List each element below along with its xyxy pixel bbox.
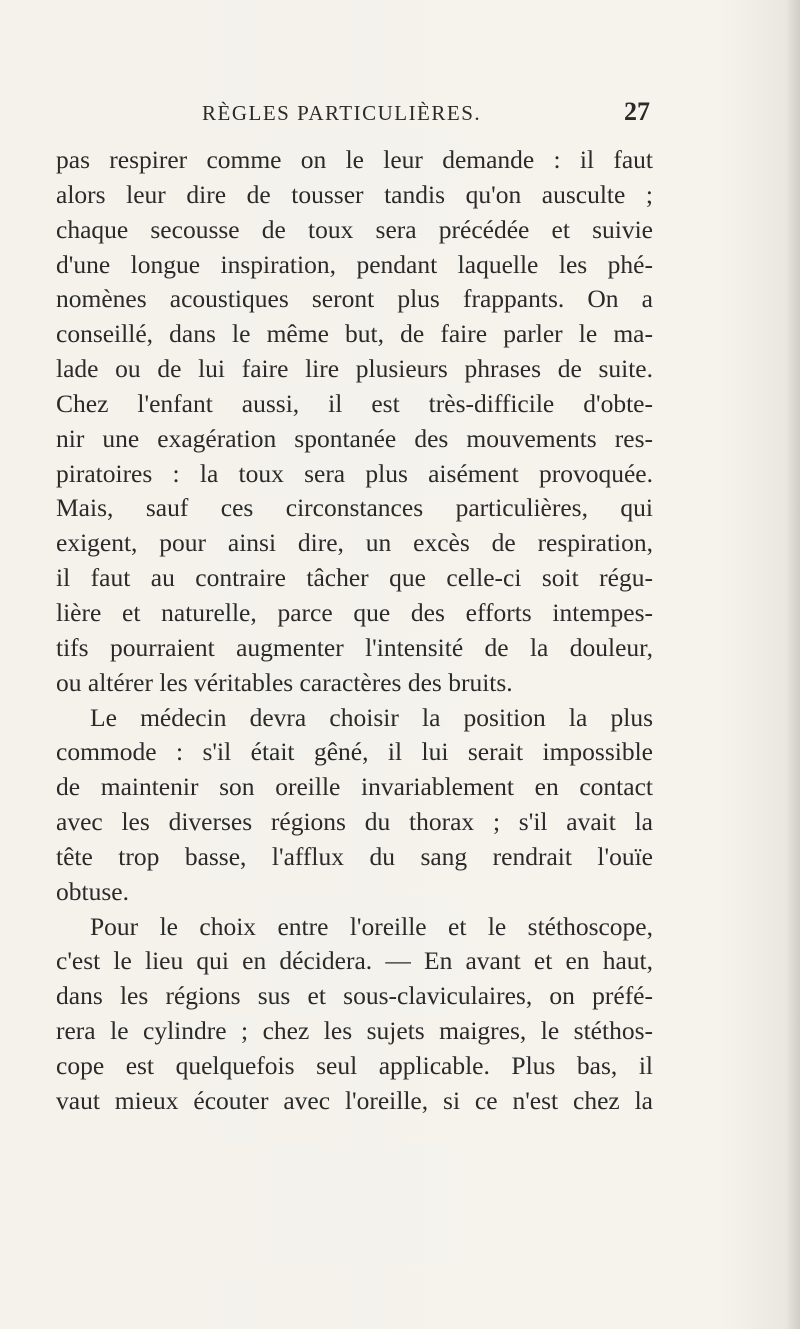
text-line: Pour le choix entre l'oreille et le stéthoscope,: [90, 911, 653, 941]
text-line: nir une exagération spontanée des mouvements res-: [56, 423, 653, 453]
text-line: c'est le lieu qui en décidera. — En avant et en haut,: [56, 946, 653, 976]
running-head: RÈGLES PARTICULIÈRES.: [202, 101, 482, 125]
text-line: Chez l'enfant aussi, il est très-difficile d'obte-: [56, 388, 653, 418]
page-header: [202, 97, 650, 131]
text-line: nomènes acoustiques seront plus frappants. On a: [56, 284, 653, 314]
text-line: obtuse.: [56, 876, 129, 906]
text-line: chaque secousse de toux sera précédée et suivie: [56, 214, 653, 244]
body-text: [56, 143, 653, 1119]
text-line: il faut au contraire tâcher que celle-ci soit régu-: [56, 563, 653, 593]
text-line: cope est quelquefois seul applicable. Plus bas, il: [56, 1050, 653, 1080]
page-number: 27: [624, 97, 650, 126]
text-line: lière et naturelle, parce que des efforts intempes-: [56, 597, 653, 627]
text-line: d'une longue inspiration, pendant laquelle les phé-: [56, 249, 653, 279]
text-line: commode : s'il était gêné, il lui serait impossible: [56, 737, 653, 767]
text-line: exigent, pour ainsi dire, un excès de respiration,: [56, 528, 653, 558]
text-line: tête trop basse, l'afflux du sang rendrait l'ouïe: [56, 841, 653, 871]
text-line: vaut mieux écouter avec l'oreille, si ce n'est chez la: [56, 1085, 653, 1115]
text-line: rera le cylindre ; chez les sujets maigres, le stéthos-: [56, 1016, 653, 1046]
page-edge: [786, 0, 800, 1329]
text-line: de maintenir son oreille invariablement en contact: [56, 772, 653, 802]
text-line: lade ou de lui faire lire plusieurs phrases de suite.: [56, 354, 653, 384]
text-line: Mais, sauf ces circonstances particulières, qui: [56, 493, 653, 523]
text-line: piratoires : la toux sera plus aisément provoquée.: [56, 458, 653, 488]
text-line: avec les diverses régions du thorax ; s'il avait la: [56, 807, 653, 837]
text-line: pas respirer comme on le leur demande : il faut: [56, 145, 653, 174]
text-line: alors leur dire de tousser tandis qu'on ausculte ;: [56, 179, 653, 209]
text-line: ou altérer les véritables caractères des bruits.: [56, 667, 513, 697]
text-line: Le médecin devra choisir la position la plus: [90, 702, 653, 732]
text-line: conseillé, dans le même but, de faire parler le ma-: [56, 319, 653, 349]
text-line: tifs pourraient augmenter l'intensité de la douleur,: [56, 632, 653, 662]
text-line: dans les régions sus et sous-claviculaires, on préfé-: [56, 981, 653, 1011]
